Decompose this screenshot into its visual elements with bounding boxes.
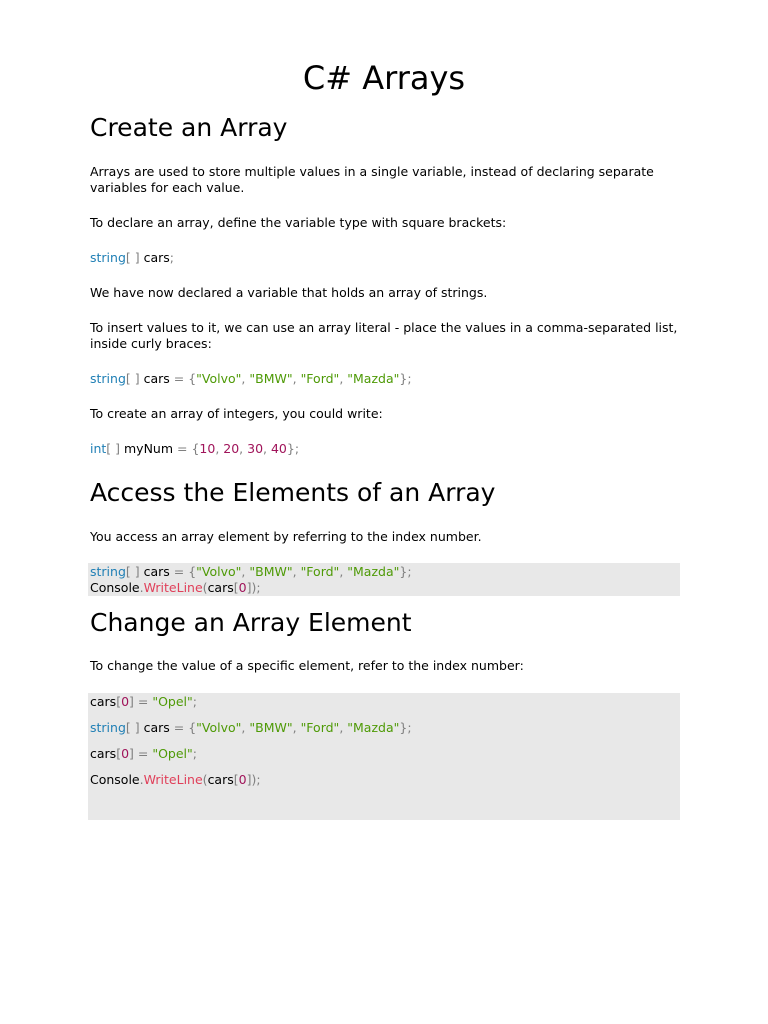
- code-punct: }: [399, 371, 408, 386]
- code-punct: ): [251, 580, 257, 595]
- code-punct: }: [399, 564, 408, 579]
- code-punct: =: [169, 371, 189, 386]
- code-punct: =: [133, 694, 153, 709]
- code-line-change-print: [90, 772, 261, 788]
- code-punct: ,: [239, 441, 248, 456]
- code-punct: =: [173, 441, 192, 456]
- code-punct: {: [188, 564, 197, 579]
- code-punct: ]: [129, 694, 134, 709]
- code-punct: [ ]: [125, 564, 140, 579]
- paragraph-create-2: To declare an array, define the variable type with square brackets:: [90, 215, 507, 230]
- code-string: "Ford": [300, 371, 340, 386]
- code-identifier: cars: [90, 746, 117, 761]
- code-punct: ]: [246, 772, 252, 787]
- code-punct: ;: [294, 441, 300, 456]
- code-identifier: cars: [139, 564, 170, 579]
- code-string: "Mazda": [347, 371, 400, 386]
- code-number: 40: [270, 441, 287, 456]
- code-identifier: Console: [90, 580, 140, 595]
- code-line-change-decl: [90, 720, 412, 736]
- code-punct: ;: [256, 772, 261, 787]
- code-string: "Ford": [300, 720, 340, 735]
- code-punct: {: [191, 441, 200, 456]
- code-identifier: cars: [139, 371, 170, 386]
- code-punct: ,: [241, 720, 250, 735]
- code-punct: ]: [246, 580, 252, 595]
- code-number: 0: [238, 580, 247, 595]
- code-punct: [ ]: [125, 250, 140, 265]
- code-punct: ,: [292, 564, 301, 579]
- code-identifier: cars: [207, 580, 234, 595]
- code-punct: ;: [192, 746, 197, 761]
- code-punct: ,: [339, 720, 348, 735]
- code-number: 0: [238, 772, 247, 787]
- code-keyword: string: [90, 250, 126, 265]
- paragraph-change-1: To change the value of a specific element, refer to the index number:: [90, 658, 524, 673]
- code-punct: ;: [192, 694, 197, 709]
- code-line-string-literal: [90, 371, 412, 387]
- code-line-access-print: [90, 580, 261, 596]
- code-punct: ,: [292, 720, 301, 735]
- code-string: "Opel": [152, 746, 193, 761]
- code-punct: }: [399, 720, 408, 735]
- code-punct: ]: [129, 746, 134, 761]
- code-number: 0: [121, 746, 130, 761]
- code-punct: ,: [215, 441, 224, 456]
- code-identifier: cars: [139, 250, 170, 265]
- code-line-change-assign-2: [90, 746, 197, 762]
- code-identifier: Console: [90, 772, 140, 787]
- code-punct: .: [139, 580, 144, 595]
- code-punct: ,: [339, 564, 348, 579]
- code-keyword: string: [90, 720, 126, 735]
- page-title: C# Arrays: [302, 59, 466, 97]
- code-punct: (: [202, 772, 208, 787]
- code-punct: }: [286, 441, 295, 456]
- code-string: "BMW": [249, 720, 293, 735]
- code-method: WriteLine: [143, 580, 203, 595]
- code-punct: ): [251, 772, 257, 787]
- code-punct: [ ]: [106, 441, 121, 456]
- code-string: "Mazda": [347, 564, 400, 579]
- code-string: "Volvo": [196, 371, 242, 386]
- code-number: 20: [223, 441, 240, 456]
- code-punct: =: [169, 564, 189, 579]
- heading-create-array: Create an Array: [90, 113, 288, 142]
- code-number: 10: [199, 441, 216, 456]
- code-identifier: myNum: [120, 441, 174, 456]
- code-punct: ,: [241, 564, 250, 579]
- code-punct: (: [202, 580, 208, 595]
- paragraph-create-1: Arrays are used to store multiple values in a single variable, instead of declaring separate variables for each value.: [90, 164, 654, 195]
- code-punct: ;: [407, 720, 412, 735]
- code-string: "BMW": [249, 564, 293, 579]
- code-punct: ,: [263, 441, 271, 456]
- code-punct: {: [188, 371, 197, 386]
- heading-access-elements: Access the Elements of an Array: [90, 478, 496, 507]
- heading-change-element: Change an Array Element: [90, 608, 412, 637]
- code-punct: ,: [241, 371, 250, 386]
- code-keyword: string: [90, 371, 126, 386]
- code-punct: ;: [256, 580, 261, 595]
- code-keyword: string: [90, 564, 126, 579]
- code-keyword: int: [90, 441, 107, 456]
- code-method: WriteLine: [143, 772, 203, 787]
- code-punct: =: [169, 720, 189, 735]
- code-punct: [: [233, 772, 239, 787]
- code-identifier: cars: [207, 772, 234, 787]
- code-punct: [: [116, 694, 122, 709]
- paragraph-access-1: You access an array element by referring to the index number.: [90, 529, 482, 544]
- code-punct: =: [133, 746, 153, 761]
- code-string: "Ford": [300, 564, 340, 579]
- code-punct: {: [188, 720, 197, 735]
- code-punct: ;: [407, 371, 412, 386]
- code-line-access-decl: [90, 564, 412, 580]
- code-string: "Mazda": [347, 720, 400, 735]
- code-line-declare: [90, 250, 174, 266]
- code-line-change-assign-1: [90, 694, 197, 710]
- code-identifier: cars: [90, 694, 117, 709]
- code-punct: .: [139, 772, 144, 787]
- code-punct: [: [116, 746, 122, 761]
- code-number: 30: [247, 441, 264, 456]
- paragraph-create-4: To insert values to it, we can use an array literal - place the values in a comma-separated list, inside curly braces:: [90, 320, 678, 351]
- code-identifier: cars: [139, 720, 170, 735]
- code-punct: ,: [292, 371, 301, 386]
- code-punct: ;: [407, 564, 412, 579]
- paragraph-create-5: To create an array of integers, you could write:: [90, 406, 383, 421]
- code-string: "Volvo": [196, 564, 242, 579]
- code-string: "Volvo": [196, 720, 242, 735]
- code-punct: ,: [339, 371, 348, 386]
- code-punct: [ ]: [125, 371, 140, 386]
- code-string: "Opel": [152, 694, 193, 709]
- code-string: "BMW": [249, 371, 293, 386]
- code-punct: [: [233, 580, 239, 595]
- code-number: 0: [121, 694, 130, 709]
- code-line-int-array: [90, 441, 299, 457]
- code-punct: [ ]: [125, 720, 140, 735]
- paragraph-create-3: We have now declared a variable that holds an array of strings.: [90, 285, 488, 300]
- code-punct: ;: [169, 250, 175, 265]
